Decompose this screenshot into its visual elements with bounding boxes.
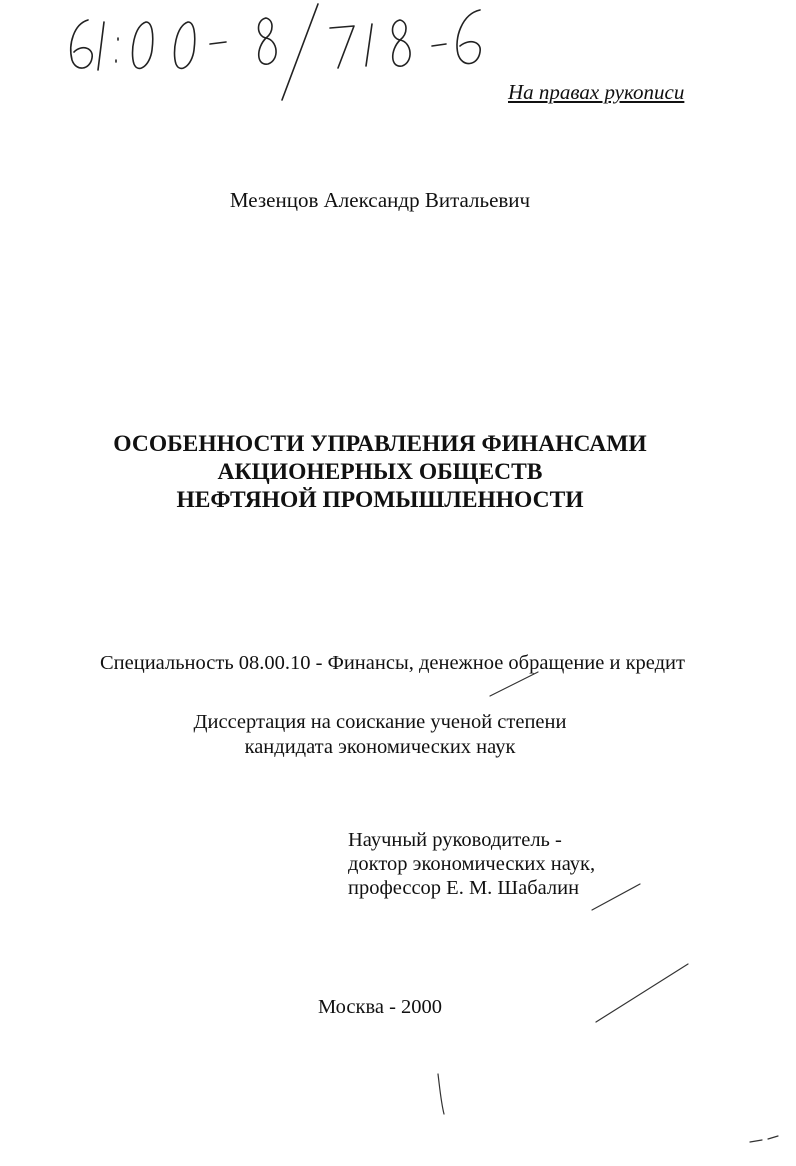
specialty-line: Специальность 08.00.10 - Финансы, денежное обращение и кредит xyxy=(100,652,685,674)
supervisor-line-1: Научный руководитель - xyxy=(348,829,562,851)
supervisor-line-2: доктор экономических наук, xyxy=(348,853,596,875)
degree-line-2: кандидата экономических наук xyxy=(244,736,516,758)
degree-statement xyxy=(0,710,760,760)
supervisor-line-3: профессор Е. М. Шабалин xyxy=(348,877,580,899)
supervisor-block xyxy=(348,828,595,900)
rights-notice: На правах рукописи xyxy=(508,80,685,104)
title-line-1: ОСОБЕННОСТИ УПРАВЛЕНИЯ ФИНАНСАМИ xyxy=(113,431,647,457)
title-line-2: АКЦИОНЕРНЫХ ОБЩЕСТВ xyxy=(217,459,543,485)
author-name: Мезенцов Александр Витальевич xyxy=(229,188,531,212)
title-line-3: НЕФТЯНОЙ ПРОМЫШЛЕННОСТИ xyxy=(176,487,584,513)
handwritten-archive-number xyxy=(60,0,560,110)
dissertation-title xyxy=(0,430,760,514)
city-year: Москва - 2000 xyxy=(317,996,443,1018)
degree-line-1: Диссертация на соискание ученой степени xyxy=(193,711,567,733)
